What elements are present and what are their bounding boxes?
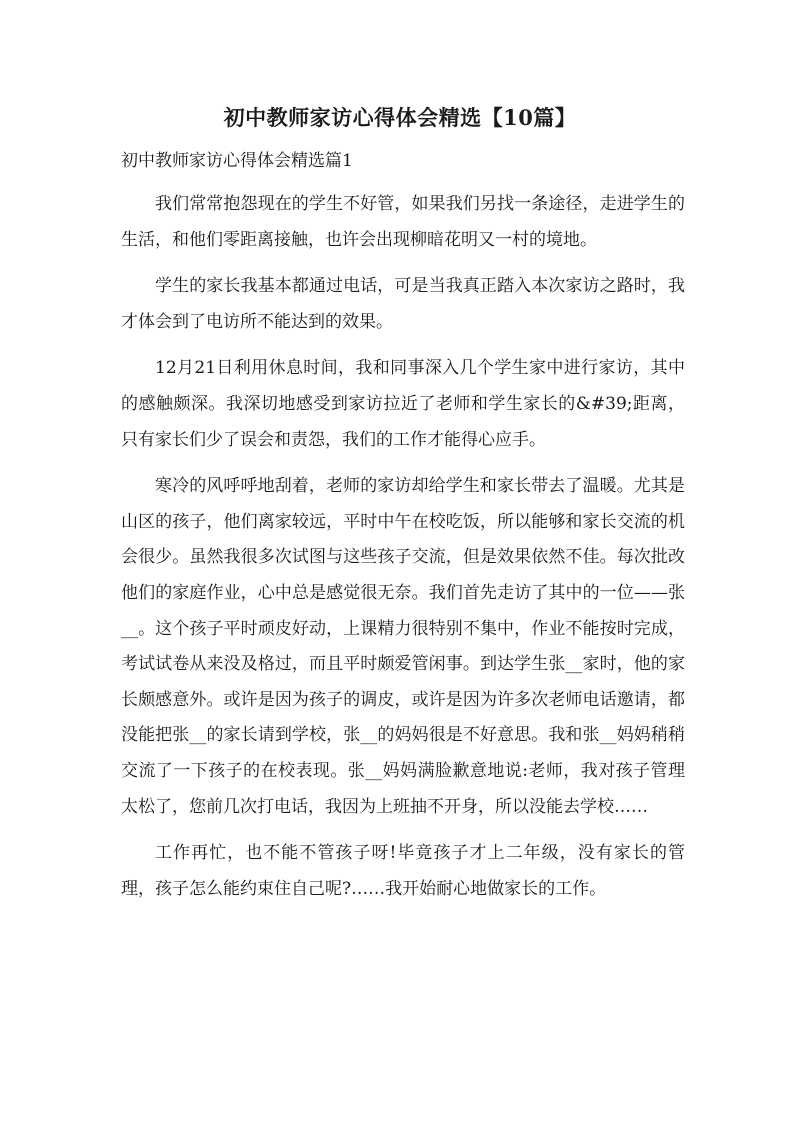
paragraph-5: 工作再忙，也不能不管孩子呀!毕竟孩子才上二年级，没有家长的管理，孩子怎么能约束住自己呢?……我开始耐心地做家长的工作。 <box>121 843 685 899</box>
section-heading: 初中教师家访心得体会精选篇1 <box>121 151 353 171</box>
document-body <box>121 187 685 918</box>
paragraph-3: 12月21日利用休息时间，我和同事深入几个学生家中进行家访，其中的感触颇深。我深切地感受到家访拉近了老师和学生家长的&#39;距离，只有家长们少了误会和责怨，我们的工作才能得心应手。 <box>121 358 685 450</box>
paragraph-1: 我们常常抱怨现在的学生不好管，如果我们另找一条途径，走进学生的生活，和他们零距离接触，也许会出现柳暗花明又一村的境地。 <box>121 194 685 250</box>
paragraph-4: 寒冷的风呼呼地刮着，老师的家访却给学生和家长带去了温暖。尤其是山区的孩子，他们离家较远，平时中午在校吃饭，所以能够和家长交流的机会很少。虽然我很多次试图与这些孩子交流，但是效果依然不佳。每次批改他们的家庭作业，心中总是感觉很无奈。我们首先走访了其中的一位——张__。这个孩子平时顽皮好动，上课精力很特别不集中，作业不能按时完成，考试试卷从来没及格过，而且平时颇爱管闲事。到达学生张__家时，他的家长颇感意外。或许是因为孩子的调皮，或许是因为许多次老师电话邀请，都没能把张__的家长请到学校，张__的妈妈很是不好意思。我和张__妈妈稍稍交流了一下孩子的在校表现。张__妈妈满脸歉意地说:老师，我对孩子管理太松了，您前几次打电话，我因为上班抽不开身，所以没能去学校…… <box>121 476 685 817</box>
document-title: 初中教师家访心得体会精选【10篇】 <box>223 105 577 130</box>
paragraph-2: 学生的家长我基本都通过电话，可是当我真正踏入本次家访之路时，我才体会到了电访所不能达到的效果。 <box>121 276 685 332</box>
